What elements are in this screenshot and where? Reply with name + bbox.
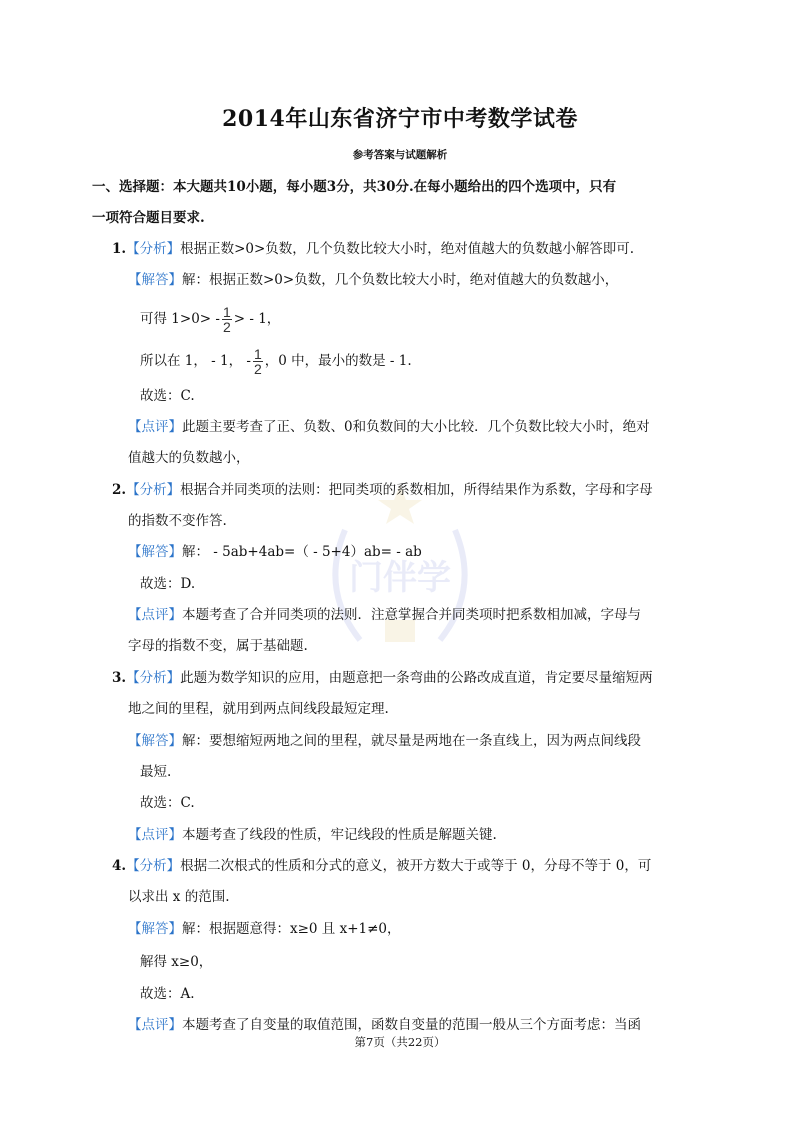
q2-analysis-2: 的指数不变作答. [128,513,227,529]
q1-number: 1. [112,241,127,257]
q4-analysis: 4.【分析】根据二次根式的性质和分式的意义，被开方数大于或等于 0，分母不等于 0，可 [112,858,652,874]
section-heading-1: 一、选择题：本大题共10小题，每小题3分，共30分.在每小题给出的四个选项中，只有 [92,179,617,195]
page-subtitle: 参考答案与试题解析 [352,149,448,161]
q2-number: 2. [112,482,127,498]
watermark: 门伴学 [300,470,500,670]
q2-answer: 【解答】解： - 5ab+4ab=（ - 5+4）ab= - ab [128,544,422,560]
q4-choice: 故选：A. [140,986,195,1002]
q1-conclusion: 所以在 1， - 1， - $\frac{1}{2}$ ，0 中，最小的数是 - 1. [140,346,412,377]
q3-choice: 故选：C. [140,795,195,811]
analysis-tag: 【分析】 [126,670,181,686]
section-heading-2: 一项符合题目要求. [92,210,205,226]
fraction-one-half: $\frac{1}{2}$ [253,346,262,377]
answer-tag: 【解答】 [128,921,182,937]
q3-answer-2: 最短. [140,764,172,780]
comment-tag: 【点评】 [128,1017,182,1033]
answer-tag: 【解答】 [128,544,182,560]
q1-inequality: 可得 1>0> - $\frac{1}{2}$ > - 1， [140,304,281,335]
answer-tag: 【解答】 [128,733,182,749]
fraction-one-half: $\frac{1}{2}$ [222,304,231,335]
page-footer: 第7页（共22页） [354,1035,446,1049]
analysis-tag: 【分析】 [126,482,181,498]
comment-tag: 【点评】 [128,419,182,435]
q4-comment: 【点评】本题考查了自变量的取值范围，函数自变量的范围一般从三个方面考虑：当函 [128,1017,641,1033]
q4-answer: 【解答】解：根据题意得：x≥0 且 x+1≠0， [128,921,401,937]
analysis-tag: 【分析】 [126,241,181,257]
q2-analysis: 2.【分析】根据合并同类项的法则：把同类项的系数相加，所得结果作为系数，字母和字母 [112,482,653,498]
q4-solve: 解得 x≥0， [140,954,213,970]
q4-analysis-2: 以求出 x 的范围. [128,889,230,905]
analysis-tag: 【分析】 [126,858,181,874]
q1-comment: 【点评】此题主要考查了正、负数、0和负数间的大小比较．几个负数比较大小时，绝对 [128,419,650,435]
q1-analysis: 1.【分析】根据正数>0>负数，几个负数比较大小时，绝对值越大的负数越小解答即可. [112,241,635,257]
q3-comment: 【点评】本题考查了线段的性质，牢记线段的性质是解题关键. [128,827,497,843]
answer-tag: 【解答】 [128,272,182,288]
q1-answer: 【解答】解：根据正数>0>负数，几个负数比较大小时，绝对值越大的负数越小， [128,272,619,288]
q3-number: 3. [112,670,127,686]
comment-tag: 【点评】 [128,827,182,843]
q3-analysis-2: 地之间的里程，就用到两点间线段最短定理. [128,701,389,717]
q1-comment-2: 值越大的负数越小， [128,450,250,466]
q1-choice: 故选：C. [140,388,195,404]
q2-comment: 【点评】本题考查了合并同类项的法则．注意掌握合并同类项时把系数相加减，字母与 [128,607,641,623]
q3-analysis: 3.【分析】此题为数学知识的应用，由题意把一条弯曲的公路改成直道，肯定要尽量缩短两 [112,670,653,686]
q2-comment-2: 字母的指数不变，属于基础题. [128,638,308,654]
q3-answer: 【解答】解：要想缩短两地之间的里程，就尽量是两地在一条直线上，因为两点间线段 [128,733,641,749]
comment-tag: 【点评】 [128,607,182,623]
page-title: 2014年山东省济宁市中考数学试卷 [222,106,578,132]
q2-choice: 故选：D. [140,576,196,592]
q4-number: 4. [112,858,127,874]
